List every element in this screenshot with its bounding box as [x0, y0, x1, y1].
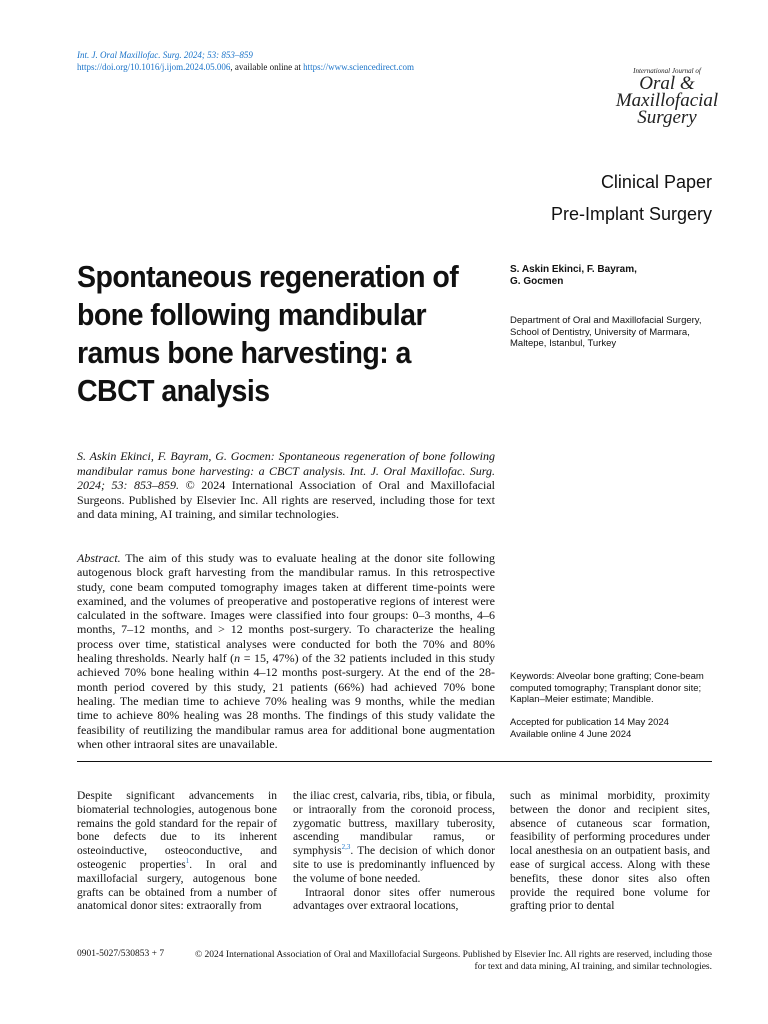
accepted-date: Accepted for publication 14 May 2024 [510, 717, 669, 728]
citation-copyright: © 2024 International Association of Oral and Maxillofacial Surgeons. Published by Elsevier Inc. All rights are reserved, including those for text and data mining, AI training, and similar technologies. [77, 478, 495, 521]
author-list [510, 264, 710, 288]
footer-code: 0901-5027/530853 + 7 [77, 949, 165, 959]
body-text: . In oral and maxillofacial surgery, autogenous bone grafts can be obtained from a number of anatomical donor sites: extraorally from [77, 858, 277, 913]
abstract-text-b: = 15, 47%) of the 32 patients included in this study achieved 70% bone healing within 4–12 months post-surgery. At the end of the 28-month period covered by this study, 21 patients (66%) had achieved 70% bone healing. The median time to achieve 70% healing was 9 months, while the median time to achieve 80% healing was 28 months. The findings of this study validate the feasibility of reutilizing the mandibular ramus area for additional bone augmentation when other intraoral sites are unavailable. [77, 651, 495, 751]
how-to-cite [77, 449, 495, 522]
available-online-text: , available online at [230, 62, 304, 72]
section-type-label: Clinical Paper [600, 172, 712, 192]
author-affiliation: Department of Oral and Maxillofacial Surgery, School of Dentistry, University of Marmara, Maltepe, Istanbul, Turkey [510, 315, 702, 349]
logo-line-2: Oral & [639, 73, 695, 94]
section-divider [77, 761, 712, 762]
section-type [551, 166, 712, 230]
body-paragraph: such as minimal morbidity, proximity between the donor and recipient sites, absence of cutaneous scar formation, feasibility of performing procedures under local anesthesia on an outpatient basis, and ease of surgical access. Along with these benefits, these donor sites also often provide the required bone volume for grafting prior to dental [510, 790, 710, 913]
body-paragraph: Intraoral donor sites offer numerous advantages over extraoral locations, [293, 886, 495, 913]
journal-reference: Int. J. Oral Maxillofac. Surg. 2024; 53: 853–859 [77, 50, 253, 60]
doi-link[interactable]: https://doi.org/10.1016/j.ijom.2024.05.006 [77, 62, 231, 72]
body-text: the iliac crest, calvaria, ribs, tibia, or fibula, or intraorally from the coronoid process, zygomatic buttress, maxillary tuberosity, ascending mandibular ramus, or symphysis [293, 790, 495, 858]
authors-line-1: S. Askin Ekinci, F. Bayram, [510, 264, 637, 275]
abstract-n-variable: n [234, 651, 241, 666]
body-text: Despite significant advancements in biomaterial technologies, autogenous bone remains the gold standard for the repair of bone defects due to its inherent osteoinductive, osteoconductive, and osteogenic properties [77, 790, 277, 871]
body-column-1 [77, 790, 277, 914]
abstract [77, 551, 495, 751]
logo-line-1: International Journal of [633, 67, 701, 75]
body-column-2 [293, 790, 495, 914]
abstract-label: Abstract. [77, 551, 121, 565]
body-column-3 [510, 790, 710, 914]
publication-dates [510, 717, 720, 740]
logo-line-4: Surgery [637, 107, 697, 128]
sciencedirect-link[interactable]: https://www.sciencedirect.com [303, 62, 414, 72]
body-paragraph [77, 790, 277, 914]
online-date: Available online 4 June 2024 [510, 728, 632, 740]
logo-line-3: Maxillofacial [615, 90, 719, 111]
reference-link[interactable]: 1 [185, 857, 190, 866]
journal-logo [612, 67, 722, 126]
footer-copyright: © 2024 International Association of Oral and Maxillofacial Surgeons. Published by Elsevier Inc. All rights are reserved, including those for text and data mining, AI training, and similar technologies. [194, 950, 712, 972]
header-citation [77, 49, 414, 73]
body-text: . The decision of which donor site to use is predominantly influenced by the volume of bone needed. [293, 845, 495, 885]
article-title: Spontaneous regeneration of bone following mandibular ramus bone harvesting: a CBCT analysis [77, 259, 459, 408]
body-paragraph [293, 790, 495, 887]
keywords: Keywords: Alveolar bone grafting; Cone-beam computed tomography; Transplant donor site; Kaplan–Meier estimate; Mandible. [510, 671, 704, 705]
abstract-text-a: The aim of this study was to evaluate healing at the donor site following autogenous block graft harvesting from the mandibular ramus. In this retrospective study, cone beam computed tomography images taken at different time-points were examined, and the volumes of preoperative and postoperative regions of interest were calculated in the software. Images were classified into four groups: 0–3 months, 4–6 months, 7–12 months, and > 12 months post-surgery. To characterize the healing process over time, statistical analyses were conducted for both the 70% and 80% healing thresholds. Nearly half ( [77, 551, 495, 666]
citation-italic: S. Askin Ekinci, F. Bayram, G. Gocmen: Spontaneous regeneration of bone following mandibular ramus bone harvesting: a CBCT analysis. Int. J. Oral Maxillofac. Surg. 2024; 53: 853–859. [77, 449, 495, 492]
section-subtype-label: Pre-Implant Surgery [550, 204, 712, 224]
reference-link[interactable]: 2,3 [341, 843, 351, 852]
authors-line-2: G. Gocmen [510, 276, 564, 287]
